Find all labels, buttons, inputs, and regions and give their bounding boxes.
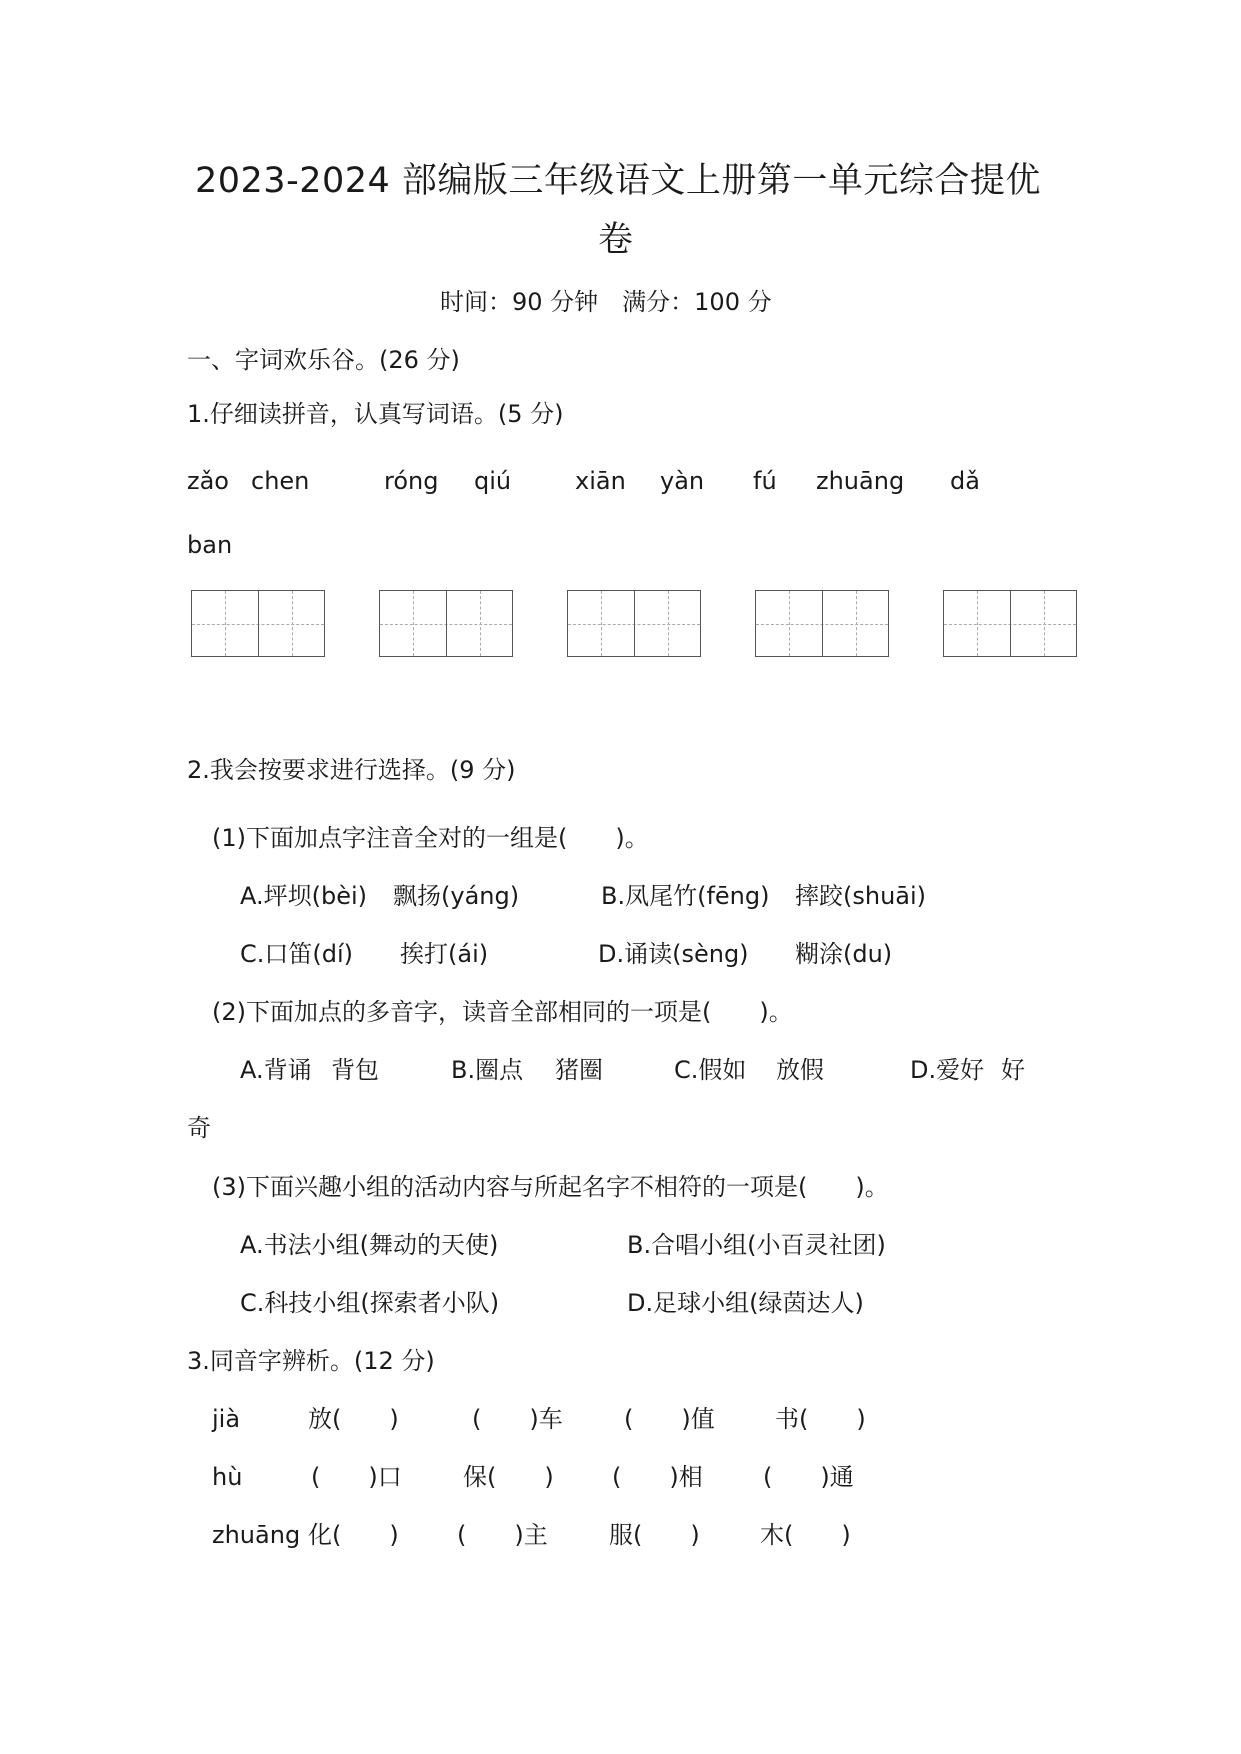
q3-row3-item1: 化( ) [308,1521,399,1549]
page-title-line1: 2023-2024 部编版三年级语文上册第一单元综合提优 [195,161,1041,201]
q3-row3-item3: 服( ) [609,1521,700,1549]
q3-title: 3.同音字辨析。(12 分) [187,1347,435,1375]
q3-row1-item1: 放( ) [308,1405,399,1433]
q3-row3-item2: ( )主 [457,1521,548,1549]
q3-row2-item2: 保( ) [463,1463,554,1491]
q2-1-option-c1: C.口笛(dí) [240,940,354,968]
q3-row3-pinyin: zhuāng [212,1521,301,1549]
writing-grid-3[interactable] [567,590,701,657]
q2-3-option-a: A.书法小组(舞动的天使) [240,1231,499,1259]
pinyin-4: qiú [474,467,512,495]
writing-grid-1[interactable] [191,590,325,657]
writing-grid-5[interactable] [943,590,1077,657]
q2-3-option-d: D.足球小组(绿茵达人) [627,1289,864,1317]
pinyin-3: róng [384,467,439,495]
pinyin-2: chen [251,467,310,495]
pinyin-9: dǎ [950,467,980,495]
q2-1-option-c2: 挨打(ái) [400,940,489,968]
q2-2-option-d-wrap: 奇 [187,1114,211,1142]
q1-title: 1.仔细读拼音，认真写词语。(5 分) [187,400,564,428]
q2-2-option-c1: C.假如 [674,1056,747,1084]
q2-2-option-b1: B.圈点 [451,1056,524,1084]
q2-3-option-b: B.合唱小组(小百灵社团) [627,1231,886,1259]
pinyin-7: fú [753,467,777,495]
pinyin-8: zhuāng [816,467,905,495]
page-title-line2: 卷 [598,220,634,260]
pinyin-1: zǎo [187,467,229,495]
q2-3-option-c: C.科技小组(探索者小队) [240,1289,500,1317]
q3-row1-item3: ( )值 [624,1405,715,1433]
q3-row1-item2: ( )车 [472,1405,563,1433]
writing-grid-2[interactable] [379,590,513,657]
exam-meta: 时间：90 分钟 满分：100 分 [440,288,772,316]
q2-2-option-a1: A.背诵 [240,1056,312,1084]
q2-1-option-d1: D.诵读(sèng) [598,940,749,968]
q3-row2-item4: ( )通 [763,1463,854,1491]
q3-row1-item4: 书( ) [775,1405,866,1433]
q2-1-option-d2: 糊涂(du) [795,940,893,968]
q2-1-stem: (1)下面加点字注音全对的一组是( )。 [212,824,649,852]
q2-2-option-b2: 猪圈 [555,1056,603,1084]
pinyin-6: yàn [660,467,705,495]
q2-1-option-a2: 飘扬(yáng) [393,882,520,910]
q2-1-option-b1: B.凤尾竹(fēng) [601,882,770,910]
writing-grid-4[interactable] [755,590,889,657]
q3-row2-item1: ( )口 [311,1463,402,1491]
q3-row2-pinyin: hù [212,1463,243,1491]
section-1-heading: 一、字词欢乐谷。(26 分) [187,346,460,374]
q2-2-option-c2: 放假 [776,1056,824,1084]
q2-1-option-b2: 摔跤(shuāi) [795,882,927,910]
q2-3-stem: (3)下面兴趣小组的活动内容与所起名字不相符的一项是( )。 [212,1173,889,1201]
q3-row3-item4: 木( ) [760,1521,851,1549]
q2-2-option-d1: D.爱好 [910,1056,985,1084]
q3-row2-item3: ( )相 [612,1463,703,1491]
pinyin-10: ban [187,531,233,559]
q3-row1-pinyin: jià [212,1405,241,1433]
q2-title: 2.我会按要求进行选择。(9 分) [187,756,516,784]
q2-1-option-a1: A.坪坝(bèi) [240,882,368,910]
q2-2-option-a2: 背包 [331,1056,379,1084]
pinyin-5: xiān [575,467,626,495]
q2-2-option-d2: 好 [1001,1056,1025,1084]
q2-2-stem: (2)下面加点的多音字，读音全部相同的一项是( )。 [212,998,793,1026]
